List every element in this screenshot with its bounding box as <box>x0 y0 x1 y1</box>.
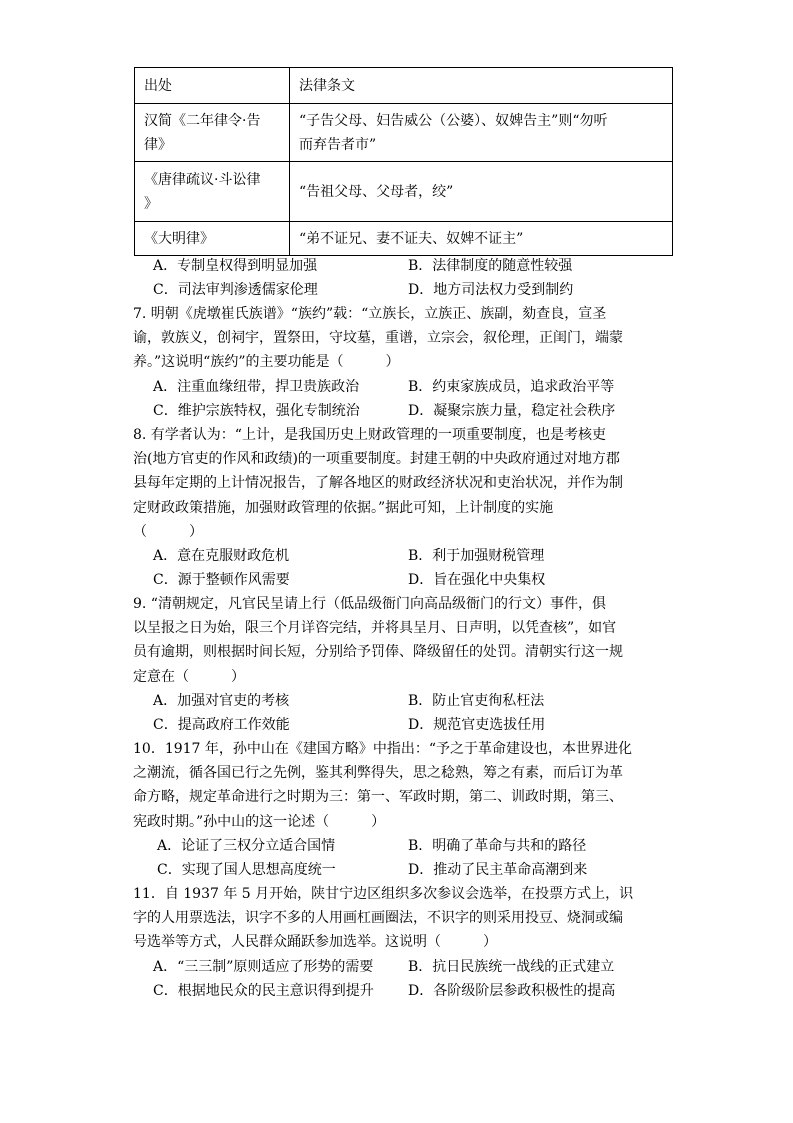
question-text-line: 命方略，规定革命进行之时期为三：第一、军政时期，第二、训政时期，第三、 <box>133 789 623 806</box>
option-row <box>133 713 678 737</box>
source-line: 《唐律疏议·斗讼律 <box>144 171 261 188</box>
question-text-line: 定财政政策措施，加强财政管理的依据。”据此可知，上计制度的实施 <box>133 499 554 516</box>
question-7 <box>133 302 678 423</box>
law-text-line: 而弃告者市” <box>299 136 377 153</box>
option-row <box>133 544 678 568</box>
option-row <box>133 375 678 399</box>
question-text-line: 谕，敦族义，创祠宇，置祭田，守坟墓，重谱，立宗会，叙伦理，正闺门，端蒙 <box>133 330 623 347</box>
option-c[interactable]: C．维护宗族特权，强化专制统治 <box>153 402 360 419</box>
option-row <box>133 955 678 979</box>
header-source: 出处 <box>144 77 172 94</box>
table-cell-source <box>135 104 290 162</box>
law-text-line: “子告父母、妇告威公（公婆）、奴婢告主”则“勿听 <box>299 112 608 129</box>
question-9 <box>133 592 678 737</box>
table-header-row <box>135 68 673 104</box>
option-a[interactable]: A．加强对官吏的考核 <box>153 692 290 709</box>
table-cell-text <box>290 162 673 222</box>
option-row <box>133 254 678 278</box>
option-c[interactable]: C．实现了国人思想高度统一 <box>157 861 336 878</box>
option-a[interactable]: A．“三三制”原则适应了形势的需要 <box>153 958 374 975</box>
question-text-line: 9. “清朝规定，凡官民呈请上行（低品级衙门向高品级衙门的行文）事件，俱 <box>133 596 606 612</box>
option-b[interactable]: B．防止官吏徇私枉法 <box>408 692 545 709</box>
question-text-line: 宪政时期。”孙中山的这一论述（ ） <box>133 813 386 830</box>
table-cell-text <box>290 222 673 256</box>
option-b[interactable]: B．约束家族成员，追求政治平等 <box>408 378 615 395</box>
option-row <box>133 858 678 882</box>
option-row <box>133 834 678 858</box>
option-b[interactable]: B．利于加强财税管理 <box>408 547 545 564</box>
option-b[interactable]: B．法律制度的随意性较强 <box>408 258 573 274</box>
option-row <box>133 568 678 592</box>
source-line: 律》 <box>144 136 172 153</box>
question-text-line: 以呈报之日为始，限三个月详咨完结，并将具呈月、日声明，以凭查核”，如官 <box>133 620 617 637</box>
law-text-line: “弟不证兄、妻不证夫、奴婢不证主” <box>299 230 524 247</box>
table-header-cell <box>135 68 290 104</box>
option-d[interactable]: D．推动了民主革命高潮到来 <box>408 861 588 878</box>
option-c[interactable]: C．源于整顿作风需要 <box>153 572 290 589</box>
question-text-line: （ ） <box>133 523 203 540</box>
question-text-line: 7. 明朝《虎墩崔氏族谱》“族约”载：“立族长，立族正、族副，劾查良，宣圣 <box>133 306 607 322</box>
option-row <box>133 278 678 302</box>
table-cell-source <box>135 222 290 256</box>
option-d[interactable]: D．凝聚宗族力量，稳定社会秩序 <box>408 402 616 419</box>
question-text-line: 10．1917 年，孙中山在《建国方略》中指出：“予之于革命建设也，本世界进化 <box>133 741 633 757</box>
option-a[interactable]: A．注重血缘纽带，捍卫贵族政治 <box>153 378 360 395</box>
question-text-line: 定意在（ ） <box>133 668 245 685</box>
law-table <box>134 67 673 256</box>
option-a[interactable]: A．论证了三权分立适合国情 <box>157 837 336 854</box>
source-line: 》 <box>144 195 158 212</box>
question-text-line: 号选举等方式，人民群众踊跃参加选举。这说明（ ） <box>133 934 497 951</box>
option-b[interactable]: B．明确了革命与共和的路径 <box>408 837 587 854</box>
header-law-text: 法律条文 <box>299 77 355 94</box>
option-a[interactable]: A．意在克服财政危机 <box>153 547 290 564</box>
question-text-line: 员有逾期，则根据时间长短，分别给予罚俸、降级留任的处罚。清朝实行这一规 <box>133 644 623 661</box>
source-line: 汉简《二年律令·告 <box>144 112 261 129</box>
question-6-options <box>133 254 678 302</box>
table-header-cell <box>290 68 673 104</box>
option-a[interactable]: A．专制皇权得到明显加强 <box>153 258 318 274</box>
source-line: 《大明律》 <box>144 230 214 247</box>
question-text-line: 治(地方官吏的作风和政绩)的一项重要制度。封建王朝的中央政府通过对地方郡 <box>133 451 620 468</box>
table-row <box>135 162 673 222</box>
question-11 <box>133 882 678 1003</box>
option-d[interactable]: D．地方司法权力受到制约 <box>408 282 574 299</box>
option-c[interactable]: C．根据地民众的民主意识得到提升 <box>153 982 374 999</box>
question-text-line: 县每年定期的上计情况报告，了解各地区的财政经济状况和吏治状况，并作为制 <box>133 475 623 492</box>
question-text-line: 11．自 1937 年 5 月开始，陕甘宁边区组织多次参议会选举，在投票方式上，识 <box>133 886 634 902</box>
option-d[interactable]: D．旨在强化中央集权 <box>408 572 546 589</box>
table-row <box>135 222 673 256</box>
option-d[interactable]: D．各阶级阶层参政积极性的提高 <box>408 982 616 999</box>
question-10 <box>133 737 678 882</box>
option-b[interactable]: B．抗日民族统一战线的正式建立 <box>408 958 615 975</box>
question-8 <box>133 423 678 592</box>
option-d[interactable]: D．规范官吏选拔任用 <box>408 716 546 733</box>
option-row <box>133 979 678 1003</box>
table-row <box>135 104 673 162</box>
option-row <box>133 689 678 713</box>
option-c[interactable]: C．司法审判渗透儒家伦理 <box>153 282 318 299</box>
question-text-line: 8. 有学者认为：“上计，是我国历史上财政管理的一项重要制度，也是考核吏 <box>133 427 606 443</box>
question-text-line: 字的人用票选法，识字不多的人用画杠画圈法，不识字的则采用投豆、烧洞或编 <box>133 910 623 927</box>
option-row <box>133 399 678 423</box>
table-cell-text <box>290 104 673 162</box>
question-text-line: 养。”这说明“族约”的主要功能是（ ） <box>133 354 400 371</box>
option-c[interactable]: C．提高政府工作效能 <box>153 716 290 733</box>
law-text-line: “告祖父母、父母者，绞” <box>299 183 454 200</box>
question-text-line: 之潮流，循各国已行之先例，鉴其利弊得失，思之稔熟，筹之有素，而后订为革 <box>133 765 623 782</box>
table-cell-source <box>135 162 290 222</box>
